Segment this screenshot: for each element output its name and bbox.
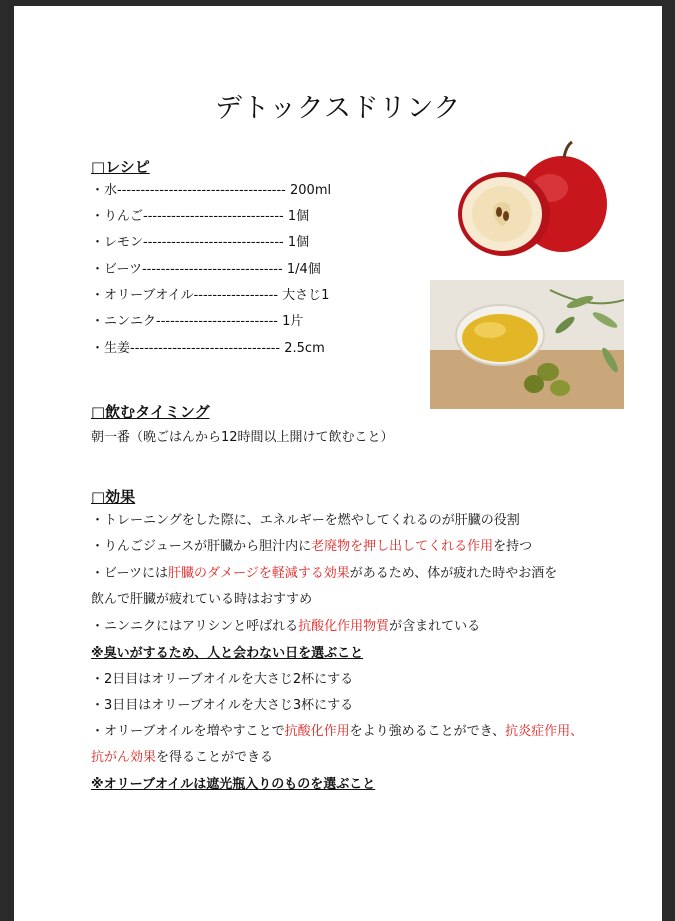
effect-line: ・3日目はオリーブオイルを大さじ3杯にする bbox=[91, 698, 354, 713]
recipe-item: ・ビーツ------------------------------ 1/4個 bbox=[91, 262, 321, 277]
recipe-item: ・水------------------------------------ 200ml bbox=[91, 183, 332, 198]
effect-text: ・オリーブオイルを増やすことで bbox=[91, 724, 285, 739]
effect-note: ※臭いがするため、人と会わない日を選ぶこと bbox=[91, 646, 364, 661]
effect-line bbox=[91, 535, 532, 554]
effect-line bbox=[91, 615, 480, 634]
effect-highlight: 抗酸化作用物質 bbox=[298, 619, 390, 634]
effect-text: があるため、体が疲れた時やお酒を bbox=[349, 566, 558, 581]
effect-line: ・2日目はオリーブオイルを大さじ2杯にする bbox=[91, 672, 354, 687]
effect-highlight: 抗炎症作用、 bbox=[505, 724, 584, 739]
effect-line: ・トレーニングをした際に、エネルギーを燃やしてくれるのが肝臓の役割 bbox=[91, 513, 520, 528]
effect-text: を得ることができる bbox=[156, 750, 274, 765]
effect-line bbox=[91, 562, 557, 581]
effect-text: ・ニンニクにはアリシンと呼ばれる bbox=[91, 619, 299, 634]
effect-text: ・ビーツには bbox=[91, 566, 168, 581]
olive-oil-photo bbox=[430, 280, 624, 409]
effect-note: ※オリーブオイルは遮光瓶入りのものを選ぶこと bbox=[91, 777, 376, 792]
effect-highlight: 老廃物を押し出してくれる作用 bbox=[311, 539, 494, 554]
effect-line bbox=[91, 746, 273, 765]
page-title: デトックスドリンク bbox=[215, 93, 461, 124]
effect-text: が含まれている bbox=[389, 619, 481, 634]
recipe-item: ・生姜-------------------------------- 2.5cm bbox=[91, 341, 325, 356]
document-page bbox=[14, 6, 662, 921]
recipe-item: ・りんご------------------------------ 1個 bbox=[91, 209, 310, 224]
effect-text: をより強めることができ、 bbox=[349, 724, 506, 739]
effects-heading: □効果 bbox=[91, 488, 136, 506]
effect-text: を持つ bbox=[493, 539, 533, 554]
effect-highlight: 肝臓のダメージを軽減する効果 bbox=[167, 566, 350, 581]
recipe-item: ・レモン------------------------------ 1個 bbox=[91, 235, 310, 250]
apple-photo bbox=[442, 136, 612, 266]
timing-heading: □飲むタイミング bbox=[91, 403, 210, 421]
effect-text: ・りんごジュースが肝臓から胆汁内に bbox=[91, 539, 312, 554]
timing-text: 朝一番（晩ごはんから12時間以上開けて飲むこと） bbox=[91, 430, 394, 445]
effect-line bbox=[91, 720, 583, 739]
effect-highlight: 抗がん効果 bbox=[91, 750, 157, 765]
recipe-item: ・ニンニク-------------------------- 1片 bbox=[91, 314, 304, 329]
effect-highlight: 抗酸化作用 bbox=[284, 724, 350, 739]
effect-line: 飲んで肝臓が疲れている時はおすすめ bbox=[91, 592, 313, 607]
recipe-heading: □レシピ bbox=[91, 158, 150, 176]
recipe-item: ・オリーブオイル------------------ 大さじ1 bbox=[91, 288, 330, 303]
